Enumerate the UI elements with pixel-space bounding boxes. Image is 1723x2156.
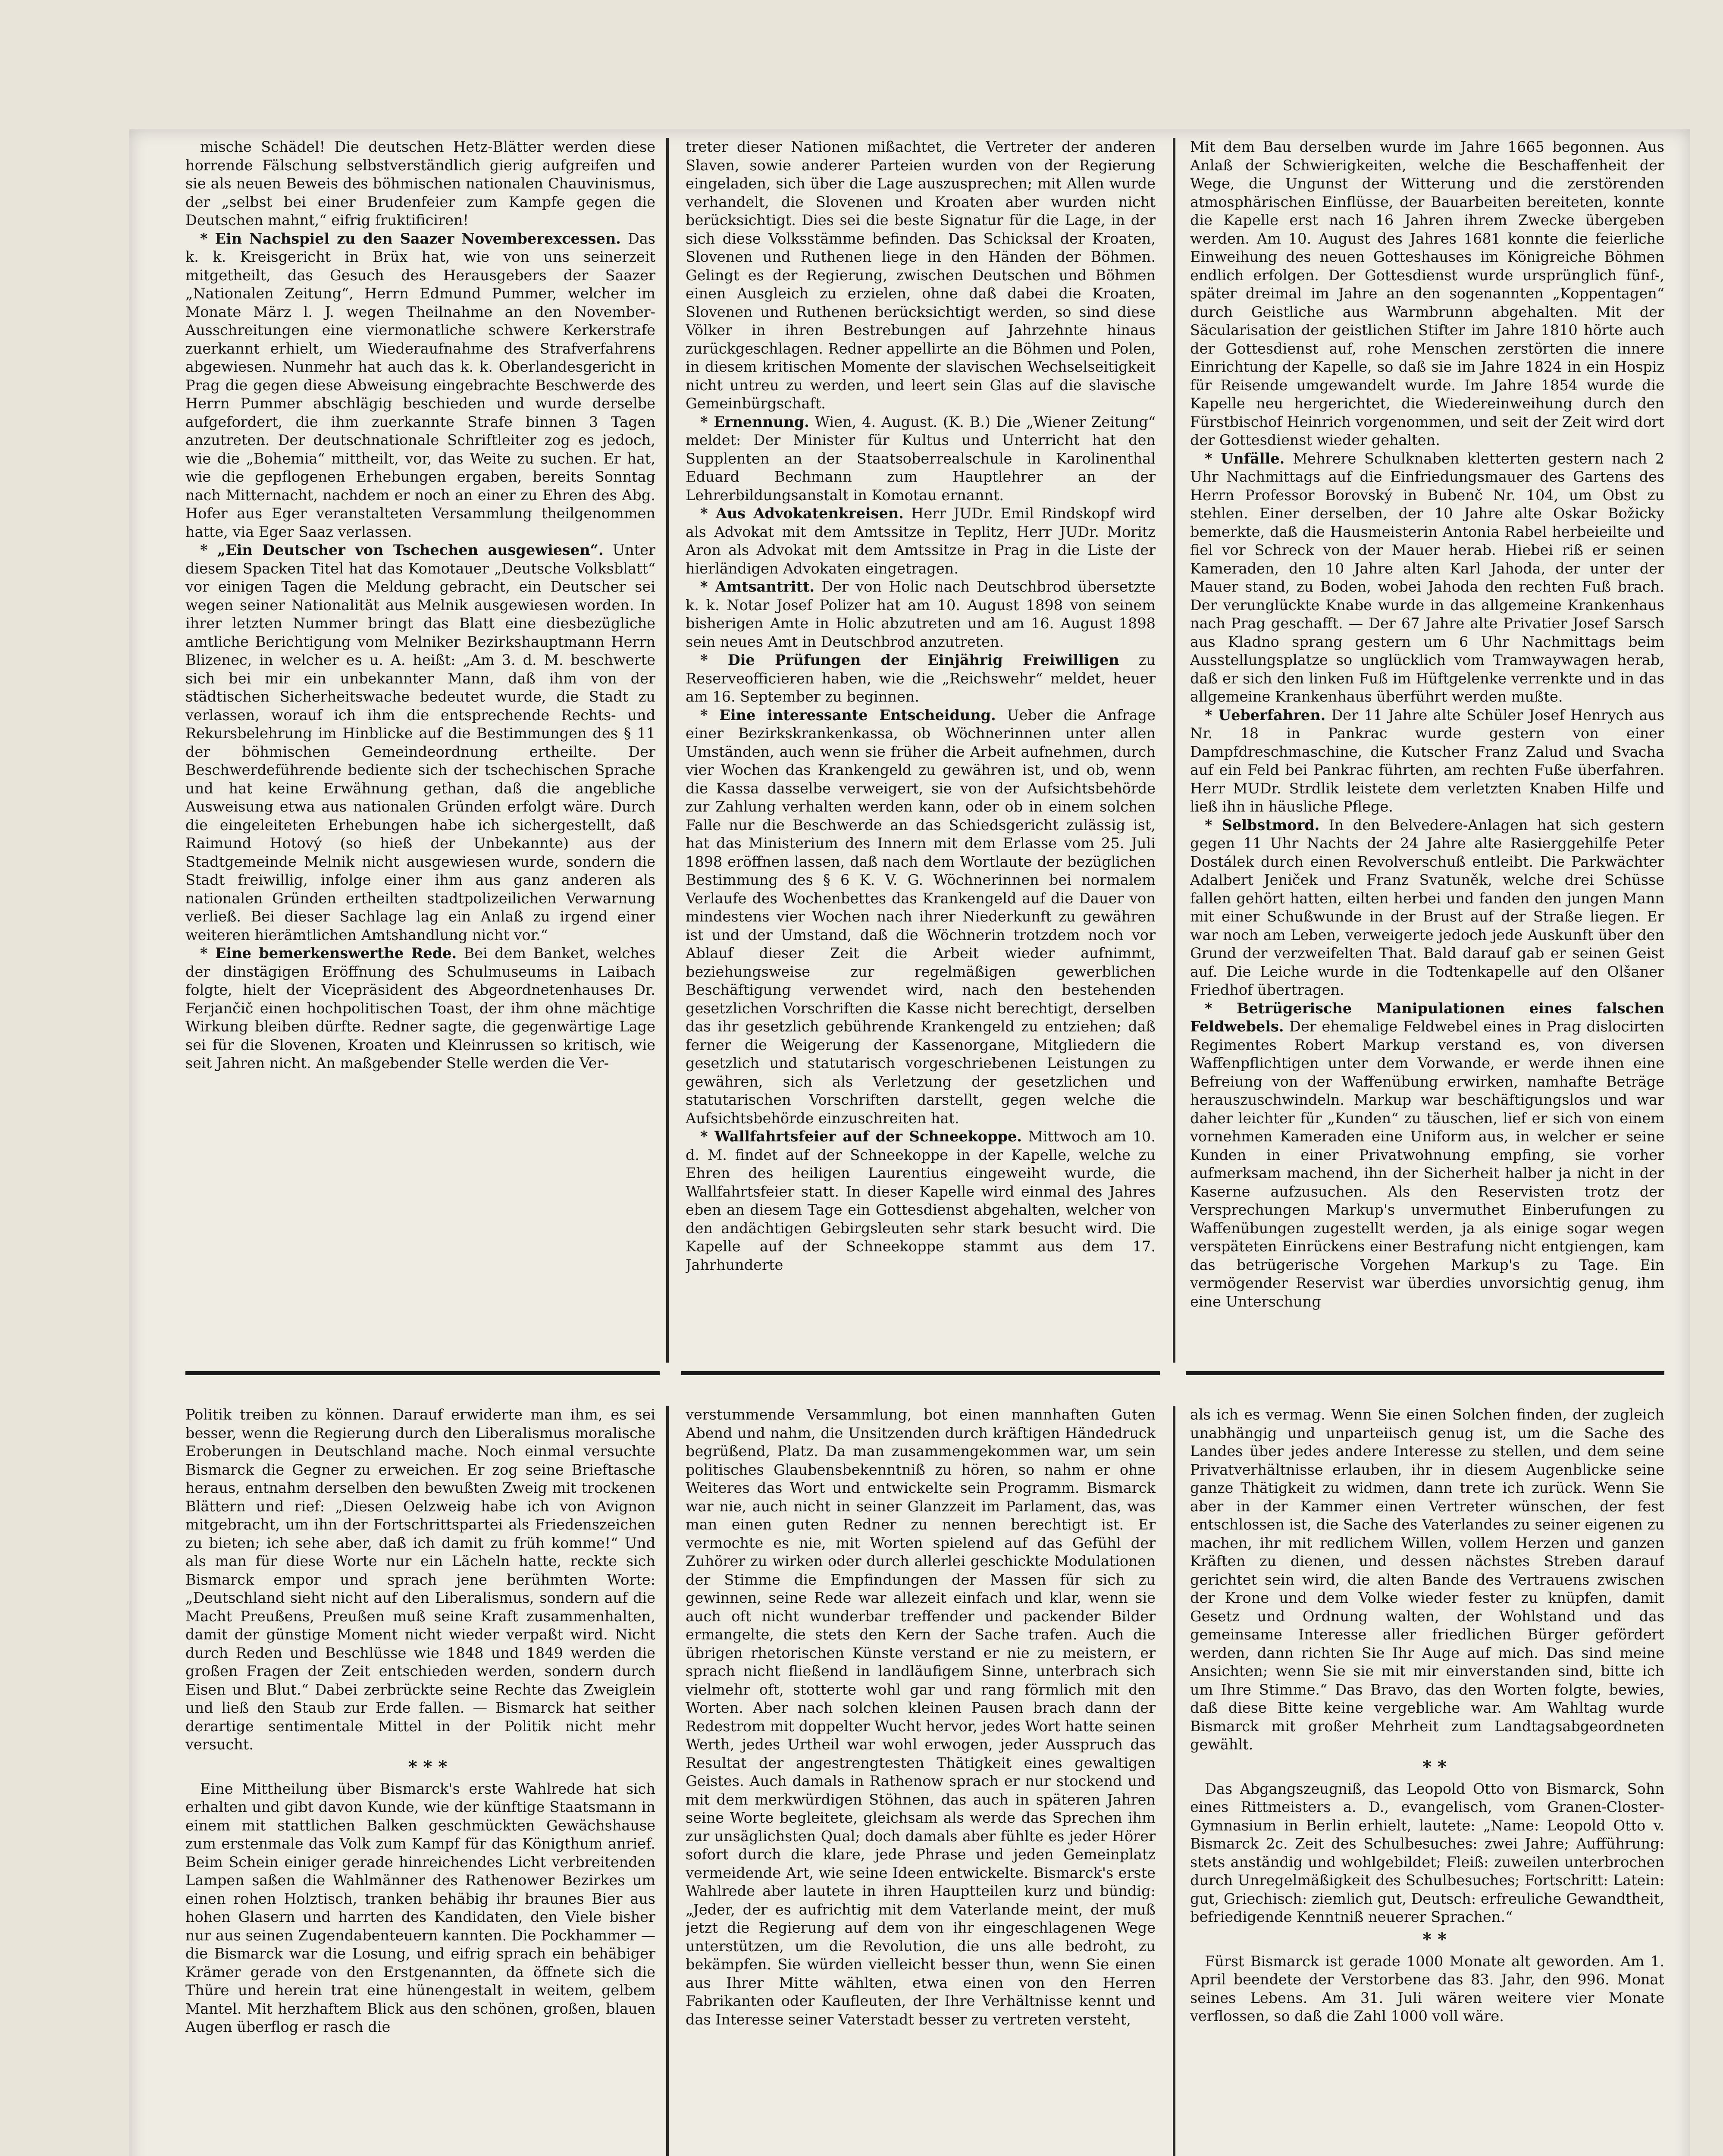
news-item	[1190, 1000, 1664, 1311]
news-headline: * Eine bemerkenswerthe Rede.	[200, 945, 457, 962]
news-body: Unter diesem Spacken Titel hat das Komotauer „Deutsche Volksblatt“ vor einigen Tagen die Meldung gebracht, ein Deutscher sei wegen seiner Nationalität aus Melnik ausgewiesen worden. In ihrer letzten Nummer bringt das Blatt eine diesbezügliche amtliche Berichtigung vom Melniker Bezirkshauptmann Herrn Blizenec, in welcher es u. A. heißt: „Am 3. d. M. beschwerte sich bei mir ein unbekannter Mann, daß ihm von der städtischen Sicherheitswache bedeutet wurde, die Stadt zu verlassen, worauf ich ihm die entsprechende Rechts- und Rekursbelehrung im Hinblicke auf die Bestimmungen des § 11 der böhmischen Gemeindeordnung ertheilte. Der Beschwerdeführende bediente sich der tschechischen Sprache und hat keine Erwähnung gethan, daß die angebliche Ausweisung etwa aus nationalen Gründen erfolgt wäre. Durch die eingeleiteten Erhebungen habe ich sichergestellt, daß Raimund Hotový (so hieß der Unbekannte) aus der Stadtgemeinde Melnik nicht ausgewiesen wurde, sondern die Stadt freiwillig, infolge einer ihm aus ganz anderen als nationalen Gründen ertheilten stadtpolizeilichen Verwarnung verließ. Bei dieser Sachlage lag ein Anlaß zu irgend einer weiteren hierämtlichen Amtshandlung nicht vor.“	[185, 542, 655, 943]
news-headline: * Ueberfahren.	[1205, 706, 1326, 724]
news-item	[686, 651, 1156, 706]
news-headline: * Aus Advokatenkreisen.	[700, 505, 904, 522]
news-body: Das k. k. Kreisgericht in Brüx hat, wie von uns seinerzeit mitgetheilt, das Gesuch des Herausgebers der Saazer „Nationalen Zeitung“, Herrn Edmund Pummer, welcher im Monate März l. J. wegen Theilnahme an den November-Ausschreitungen eine viermonatliche schwere Kerkerstrafe zuerkannt erhielt, um Wiederaufnahme des Strafverfahrens abgewiesen. Nunmehr hat auch das k. k. Oberlandesgericht in Prag die gegen diese Abweisung eingebrachte Beschwerde des Herrn Pummer abschlägig beschieden und wurde derselbe aufgefordert, die ihm zuerkannte Strafe binnen 3 Tagen anzutreten. Der deutschnationale Schriftleiter zog es jedoch, wie die „Bohemia“ mittheilt, vor, das Weite zu suchen. Er hat, wie die gepflogenen Erhebungen ergaben, bereits Sonntag nach Mitternacht, nachdem er noch an einer zu Ehren des Abg. Hofer aus Eger veranstalteten Versammlung theilgenommen hatte, via Eger Saaz verlassen.	[185, 230, 655, 540]
article-paragraph: Eine Mittheilung über Bismarck's erste Wahlrede hat sich erhalten und gibt davon Kunde, wie der künftige Staatsmann in einem mit stattlichen Balken geschmückten Gewächshause zum erstenmale das Volk zum Kampf für das Königthum anrief. Beim Schein einiger gerade hinreichendes Licht verbreitenden Lampen saßen die Wahlmänner des Rathenower Bezirkes um einen rohen Holztisch, tranken behäbig ihr braunes Bier aus hohen Glasern und harrten des Kandidaten, den Viele bisher nur aus seinen Zugendabenteuern kannten. Die Pockhammer — die Bismarck war die Losung, und eifrig sprach ein behäbiger Krämer gerade von den Erstgenannten, da öffnete sich die Thüre und herein trat eine hünengestalt in weitem, gelbem Mantel. Mit herzhaftem Blick aus den schönen, großen, blauen Augen überflog er rasch die	[185, 1780, 655, 2035]
news-item	[185, 944, 655, 1073]
news-item	[185, 541, 655, 944]
news-item	[686, 1128, 1156, 1274]
news-headline: * Betrügerische Manipulationen eines falschen Feldwebels.	[1190, 1000, 1664, 1035]
column-2-lower	[686, 1406, 1156, 2156]
section-divider	[681, 1371, 1160, 1375]
news-item	[185, 230, 655, 542]
section-separator: * *	[1422, 1929, 1447, 1949]
column-2-upper	[686, 138, 1156, 1358]
news-body: zu Reserveofficieren haben, wie die „Reichswehr“ meldet, heuer am 16. September zu beginnen.	[686, 652, 1156, 705]
news-headline: * Eine interessante Entscheidung.	[700, 706, 996, 724]
column-3-lower	[1190, 1406, 1664, 2156]
news-item	[686, 706, 1156, 1128]
news-item	[686, 578, 1156, 651]
news-body: Der ehemalige Feldwebel eines in Prag dislocirten Regimentes Robert Markup verstand es, von diversen Waffenpflichtigen unter dem Vorwande, er werde ihnen eine Befreiung von der Waffenübung erwirken, namhafte Beträge herauszuschwindeln. Markup war beschäftigungslos und war daher leichter für „Kunden“ zu täuschen, lief er sich von einem vornehmen Kameraden eine Uniform aus, in welcher er seine Kunden in einer Privatwohnung empfing, sie vorher aufmerksam machend, ihn der Sicherheit halber ja nicht in der Kaserne aufzusuchen. Als den Reservisten trotz der Versprechungen Markup's unvermuthet Einberufungen zu Waffenübungen zugestellt werden, ja als einige sogar wegen verspäteten Einrückens einer Bestrafung nicht entgiengen, kam das betrügerische Vorgehen Markup's zu Tage. Ein vermögender Reservist war überdies unvorsichtig genug, ihm eine Unterschung	[1190, 1018, 1664, 1310]
news-headline: * „Ein Deutscher von Tschechen ausgewiesen“.	[200, 542, 604, 558]
news-item	[686, 505, 1156, 578]
news-body: Wien, 4. August. (K. B.) Die „Wiener Zeitung“ meldet: Der Minister für Kultus und Unterricht hat den Supplenten an der Staatsoberrealschule in Karolinenthal Eduard Bechmann zum Hauptlehrer an der Lehrerbildungsanstalt in Komotau ernannt.	[686, 413, 1156, 504]
article-paragraph: Politik treiben zu können. Darauf erwiderte man ihm, es sei besser, wenn die Regierung durch den Liberalismus moralische Eroberungen in Deutschland mache. Noch einmal versuchte Bismarck die Gegner zu erweichen. Er zog seine Brieftasche heraus, entnahm derselben den bewußten Zweig mit trockenen Blättern und rief: „Diesen Oelzweig habe ich von Avignon mitgebracht, um ihn der Fortschrittspartei als Friedenszeichen zu bieten; ich sehe aber, daß ich damit zu früh komme!“ Und als man für diese Worte nur ein Lächeln hatte, reckte sich Bismarck empor und sprach jene berühmten Worte: „Deutschland sieht nicht auf den Liberalismus, sondern auf die Macht Preußens, Preußen muß seine Kraft zusammenhalten, damit der günstige Moment nicht wieder verpaßt wird. Nicht durch Reden und Beschlüsse wie 1848 und 1849 werden die großen Fragen der Zeit entschieden werden, sondern durch Eisen und Blut.“ Dabei zerbrückte seine Rechte das Zweiglein und ließ den Staub zur Erde fallen. — Bismarck hat seither derartige sentimentale Mittel in der Politik nicht mehr versucht.	[185, 1406, 655, 1753]
news-body: Der 11 Jahre alte Schüler Josef Henrych aus Nr. 18 in Pankrac wurde gestern von einer Dampfdreschmaschine, die Kutscher Franz Zalud und Svacha auf ein Feld bei Pankrac führten, am rechten Fuße überfahren. Herr MUDr. Strdlik leistete dem verletzten Knaben Hilfe und ließ ihn in häusliche Pflege.	[1190, 706, 1664, 815]
column-rule	[666, 1406, 669, 2156]
news-headline: * Amtsantritt.	[700, 578, 815, 595]
news-headline: * Ernennung.	[700, 413, 809, 430]
news-body: Ueber die Anfrage einer Bezirkskrankenkassa, ob Wöchnerinnen unter allen Umständen, auch wenn sie früher die Arbeit aufnehmen, durch vier Wochen das Krankengeld zu gewähren ist, und ob, wenn die Kassa dasselbe verweigert, sie von der Aufsichtsbehörde zur Zahlung verhalten werden kann, oder ob in einem solchen Falle nur die Beschwerde an das Schiedsgericht zulässig ist, hat das Ministerium des Innern mit dem Erlasse vom 25. Juli 1898 eröffnen lassen, daß nach dem Wortlaute der bezüglichen Bestimmung des § 6 K. V. G. Wöchnerinnen bei normalem Verlaufe des Wochenbettes das Krankengeld auf die Dauer von mindestens vier Wochen nach ihrer Niederkunft zu gewähren ist und der Umstand, daß die Wöchnerin trotzdem noch vor Ablauf dieser Zeit die Arbeit wieder aufnimmt, beziehungsweise zur regelmäßigen gewerblichen Beschäftigung verwendet wird, nach den bestehenden gesetzlichen Vorschriften die Kasse nicht berechtigt, derselben das ihr gesetzlich gebührende Krankengeld zu entziehen; daß ferner die Weigerung der Kassenorgane, Mitgliedern die gesetzlich und statutarisch vorgeschriebenen Leistungen zu gewähren, sich als Verletzung der gesetzlichen und statutarischen Vorschriften darstellt, gegen welche die Aufsichtsbehörde einzuschreiten hat.	[686, 706, 1156, 1127]
news-body: Herr JUDr. Emil Rindskopf wird als Advokat mit dem Amtssitze in Teplitz, Herr JUDr. Moritz Aron als Advokat mit dem Amtssitze in Prag in die Liste der hierländigen Advokaten eingetragen.	[686, 505, 1156, 577]
article-paragraph: als ich es vermag. Wenn Sie einen Solchen finden, der zugleich unabhängig und unparteiisch genug ist, um die Sache des Landes über jedes andere Interesse zu stellen, und dem seine Privatverhältnisse erlauben, ihr in diesem Augenblicke seine ganze Thätigkeit zu widmen, dann trete ich zurück. Wenn Sie aber in der Kammer einen Vertreter wünschen, der fest entschlossen ist, die Sache des Vaterlandes zu seiner eigenen zu machen, ihr mit redlichem Willen, vollem Herzen und ganzen Kräften zu dienen, und dessen nächstes Streben darauf gerichtet sein wird, die alten Bande des Vertrauens zwischen der Krone und dem Volke wieder fester zu knüpfen, damit Gesetz und Ordnung walten, der Wohlstand und das gemeinsame Interesse aller friedlichen Bürger gefördert werden, dann richten Sie Ihr Auge auf mich. Das sind meine Ansichten; wenn Sie sie mit mir einverstanden sind, bitte ich um Ihre Stimme.“ Das Bravo, das den Worten folgte, bewies, daß diese Bitte keine vergebliche war. Am Wahltag wurde Bismarck mit großer Mehrheit zum Landtagsabgeordneten gewählt.	[1190, 1406, 1664, 1753]
news-body: Bei dem Banket, welches der dinstägigen Eröffnung des Schulmuseums in Laibach folgte, hielt der Vicepräsident des Abgeordnetenhauses Dr. Ferjančič einen hochpolitischen Toast, der ihm ohne mächtige Wirkung bleiben dürfte. Redner sagte, die gegenwärtige Lage sei für die Slovenen, Kroaten und Kleinrussen so kritisch, wie seit Jahren nicht. An maßgebender Stelle werden die Ver-	[185, 945, 655, 1072]
news-headline: * Ein Nachspiel zu den Saazer Novemberexcessen.	[200, 230, 621, 247]
article-paragraph: treter dieser Nationen mißachtet, die Vertreter der anderen Slaven, sowie anderer Parteien wurden von der Regierung eingeladen, sich über die Lage auszusprechen; mit Allen wurde verhandelt, die Slovenen und Kroaten aber wurden nicht berücksichtigt. Dies sei die beste Signatur für die Lage, in der sich diese Volksstämme befinden. Das Schicksal der Kroaten, Slovenen und Ruthenen liege in den Händen der Böhmen. Gelingt es der Regierung, zwischen Deutschen und Böhmen einen Ausgleich zu erzielen, ohne daß dabei die Kroaten, Slovenen und Ruthenen berücksichtigt werden, so sind diese Völker in ihren Bestrebungen auf Jahrzehnte hinaus zurückgeschlagen. Redner appellirte an die Böhmen und Polen, in diesem kritischen Momente der slavischen Wechselseitigkeit nicht untreu zu werden, und leert sein Glas auf die slavische Gemeinbürgschaft.	[686, 138, 1156, 412]
news-item	[1190, 816, 1664, 1000]
article-paragraph: Fürst Bismarck ist gerade 1000 Monate alt geworden. Am 1. April beendete der Verstorbene das 83. Jahr, den 996. Monat seines Lebens. Am 31. Juli wären weitere vier Monate verflossen, so daß die Zahl 1000 voll wäre.	[1190, 1952, 1664, 2024]
newspaper-page	[129, 129, 1690, 2156]
column-1-upper	[185, 138, 655, 1358]
column-rule	[1173, 1406, 1175, 2156]
column-rule	[1173, 138, 1175, 1363]
article-paragraph: mische Schädel! Die deutschen Hetz-Blätter werden diese horrende Fälschung selbstverständlich gierig aufgreifen und sie als neuen Beweis des böhmischen nationalen Chauvinismus, der „selbst bei einer Brudenfeier zum Kampfe gegen die Deutschen mahnt,“ eifrig fruktificiren!	[185, 138, 655, 229]
section-separator: * *	[1422, 1756, 1447, 1777]
column-rule	[666, 138, 669, 1363]
news-body: Mittwoch am 10. d. M. findet auf der Schneekoppe in der Kapelle, welche zu Ehren des heiligen Laurentius eingeweiht wurde, die Wallfahrtsfeier statt. In dieser Kapelle wird einmal des Jahres eben an diesem Tage ein Gottesdienst abgehalten, welcher von den andächtigen Gebirgsleuten sehr stark besucht wird. Die Kapelle auf der Schneekoppe stammt aus dem 17. Jahrhunderte	[686, 1128, 1156, 1273]
news-headline: * Die Prüfungen der Einjährig Freiwilligen	[700, 652, 1119, 668]
news-headline: * Unfälle.	[1205, 450, 1285, 467]
news-headline: * Selbstmord.	[1205, 816, 1320, 834]
article-paragraph: verstummende Versammlung, bot einen mannhaften Guten Abend und nahm, die Unsitzenden durch kräftigen Händedruck begrüßend, Platz. Da man zusammengekommen war, um sein politisches Glaubensbekenntniß zu hören, so nahm er ohne Weiteres das Wort und entwickelte sein Programm. Bismarck war nie, auch nicht in seiner Glanzzeit im Parlament, das, was man einen guten Redner zu nennen berechtigt ist. Er vermochte es nie, mit Worten spielend auf das Gefühl der Zuhörer zu wirken oder durch allerlei geschickte Modulationen der Stimme die Empfindungen der Massen für sich zu gewinnen, seine Rede war allezeit einfach und klar, wenn sie auch oft nicht wunderbar treffender und packender Bilder ermangelte, die stets den Kern der Sache trafen. Auch die übrigen rhetorischen Künste verstand er nie zu meistern, er sprach nicht fließend in landläufigem Sinne, unterbrach sich vielmehr oft, stotterte wohl gar und rang förmlich mit den Worten. Aber nach solchen kleinen Pausen brach dann der Redestrom mit doppelter Wucht hervor, jedes Wort hatte seinen Werth, jedes Urtheil war wohl erwogen, jeder Ausspruch das Resultat der angestrengtesten Thätigkeit eines gewaltigen Geistes. Auch damals in Rathenow sprach er nur stockend und mit dem merkwürdigen Stöhnen, das auch in späteren Jahren seine Worte begleitete, gleichsam als werde das Sprechen ihm zur unsäglichsten Qual; doch damals aber fühlte es jeder Hörer sofort durch die klare, jede Phrase und jeden Gemeinplatz vermeidende Art, wie seine Ideen entwickelte. Bismarck's erste Wahlrede aber lautete in ihren Hauptteilen kurz und bündig: „Jeder, der es aufrichtig mit dem Vaterlande meint, der muß jetzt die Regierung auf dem von ihr eingeschlagenen Wege unterstützen, um die Revolution, die uns alle bedroht, zu bekämpfen. Sie würden vielleicht besser thun, wenn Sie einen aus Ihrer Mitte wählten, etwa einen von den Herren Fabrikanten oder Kaufleuten, der Ihre Verhältnisse kennt und das Interesse seiner Vaterstadt besser zu vertreten versteht,	[686, 1406, 1156, 2028]
section-divider	[185, 1371, 660, 1375]
news-headline: * Wallfahrtsfeier auf der Schneekoppe.	[700, 1128, 1022, 1145]
column-1-lower	[185, 1406, 655, 2156]
article-paragraph: Das Abgangszeugniß, das Leopold Otto von Bismarck, Sohn eines Rittmeisters a. D., evangelisch, vom Granen-Closter-Gymnasium in Berlin erhielt, lautete: „Name: Leopold Otto v. Bismarck 2c. Zeit des Schulbesuches: zwei Jahre; Aufführung: stets anständig und wohlgebildet; Fleiß: zuweilen unterbrochen durch Unregelmäßigkeit des Schulbesuches; Fortschritt: Latein: gut, Griechisch: ziemlich gut, Deutsch: erfreuliche Gewandtheit, befriedigende Kenntniß neuerer Sprachen.“	[1190, 1780, 1664, 1925]
news-item	[686, 413, 1156, 505]
column-3-upper	[1190, 138, 1664, 1358]
section-separator: * * *	[408, 1756, 448, 1777]
news-body: Der von Holic nach Deutschbrod übersetzte k. k. Notar Josef Polizer hat am 10. August 1898 von seinem bisherigen Amte in Holic abzutreten und am 16. August 1898 sein neues Amt in Deutschbrod anzutreten.	[686, 578, 1156, 650]
section-divider	[1186, 1371, 1664, 1375]
news-body: Mehrere Schulknaben kletterten gestern nach 2 Uhr Nachmittags auf die Einfriedungsmauer des Gartens des Herrn Professor Borovský in Bubenč Nr. 104, um Obst zu stehlen. Einer derselben, der 10 Jahre alte Oskar Božicky bemerkte, daß die Hausmeisterin Antonia Rabel herbeieilte und fiel vor Schreck von der Mauer herab. Hiebei riß er seinen Kameraden, den 10 Jahre alten Karl Jahoda, der unter der Mauer stand, zu Boden, wobei Jahoda den rechten Fuß brach. Der verunglückte Knabe wurde in das allgemeine Krankenhaus nach Prag geschafft. — Der 67 Jahre alte Privatier Josef Sarsch aus Kladno sprang gestern um 6 Uhr Nachmittags beim Ausstellungsplatze so unglücklich vom Tramwaywagen herab, daß er sich den linken Fuß im Hüftgelenke verrenkte und in das allgemeine Krankenhaus überführt werden mußte.	[1190, 450, 1664, 705]
news-body: In den Belvedere-Anlagen hat sich gestern gegen 11 Uhr Nachts der 24 Jahre alte Rasierggehilfe Peter Dostálek durch einen Revolverschuß entleibt. Die Parkwächter Adalbert Jeniček und Franz Svatuněk, welche drei Schüsse fallen gehört hatten, eilten herbei und fanden den jungen Mann mit einer Schußwunde in der Brust auf der Straße liegen. Er war noch am Leben, verweigerte jedoch jede Auskunft über den Grund der verzweifelten That. Bald darauf gab er seinen Geist auf. Die Leiche wurde in die Todtenkapelle auf den Olšaner Friedhof übertragen.	[1190, 816, 1664, 998]
news-item	[1190, 450, 1664, 706]
article-paragraph: Mit dem Bau derselben wurde im Jahre 1665 begonnen. Aus Anlaß der Schwierigkeiten, welche die Beschaffenheit der Wege, die Ungunst der Witterung und die zerstörenden atmosphärischen Einflüsse, der Bauarbeiten bereiteten, konnte die Kapelle erst nach 16 Jahren ihrem Zwecke übergeben werden. Am 10. August des Jahres 1681 konnte die feierliche Einweihung des neuen Gotteshauses im Königreiche Böhmen endlich erfolgen. Der Gottesdienst wurde ursprünglich fünf-, später dreimal im Jahre an den sogenannten „Koppentagen“ durch Geistliche aus Warmbrunn abgehalten. Mit der Säcularisation der geistlichen Stifter im Jahre 1810 hörte auch der Gottesdienst auf, rohe Menschen zerstörten die innere Einrichtung der Kapelle, so daß sie im Jahre 1824 in ein Hospiz für Reisende umgewandelt wurde. Im Jahre 1854 wurde die Kapelle neu hergerichtet, die Wiedereinweihung durch den Fürstbischof Heinrich vorgenommen, und seit der Zeit wird dort der Gottesdienst wieder gehalten.	[1190, 138, 1664, 448]
news-item	[1190, 706, 1664, 816]
